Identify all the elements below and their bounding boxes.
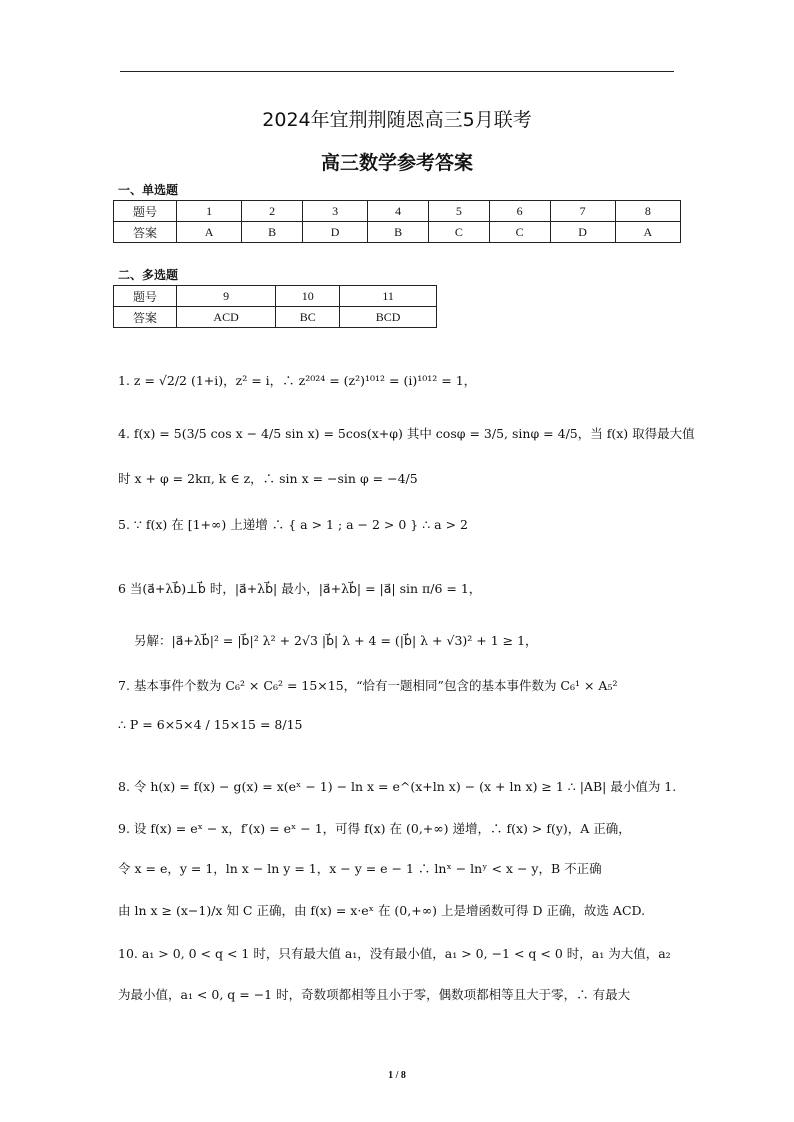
row-label: 答案 <box>114 307 177 328</box>
question-cell: 9 <box>177 286 276 307</box>
row-label: 题号 <box>114 201 177 222</box>
question-cell: 3 <box>302 201 367 222</box>
question-cell: 4 <box>368 201 429 222</box>
question-cell: 2 <box>242 201 303 222</box>
table-row <box>114 201 681 222</box>
solution-4-line-2: 时 x + φ = 2kπ, k ∈ z，∴ sin x = −sin φ = −4/5 <box>118 471 418 486</box>
question-cell: 7 <box>550 201 615 222</box>
solution-7-line-1: 7. 基本事件个数为 C₆² × C₆² = 15×15，“恰有一题相同”包含的基本事件数为 C₆¹ × A₅² <box>118 678 618 693</box>
solution-4-line-1: 4. f(x) = 5(3/5 cos x − 4/5 sin x) = 5cos(x+φ) 其中 cosφ = 3/5, sinφ = 4/5，当 f(x) 取得最大值 <box>118 426 695 441</box>
question-cell: 1 <box>177 201 242 222</box>
single-choice-heading: 一、单选题 <box>118 183 179 197</box>
page-number: 1 / 8 <box>388 1070 406 1081</box>
answer-cell: A <box>615 222 680 243</box>
solution-8: 8. 令 h(x) = f(x) − g(x) = x(eˣ − 1) − ln x = e^(x+ln x) − (x + ln x) ≥ 1 ∴ |AB| 最小值为 1. <box>118 779 677 794</box>
answer-cell: BC <box>276 307 340 328</box>
multi-choice-heading: 二、多选题 <box>118 268 179 282</box>
question-cell: 10 <box>276 286 340 307</box>
answer-cell: B <box>242 222 303 243</box>
answer-cell: A <box>177 222 242 243</box>
question-cell: 11 <box>340 286 437 307</box>
solution-9-line-3: 由 ln x ≥ (x−1)/x 知 C 正确，由 f(x) = x·eˣ 在 (0,+∞) 上是增函数可得 D 正确，故选 ACD. <box>118 903 646 918</box>
question-cell: 5 <box>428 201 489 222</box>
answer-cell: BCD <box>340 307 437 328</box>
table-row <box>114 307 437 328</box>
solution-9-line-1: 9. 设 f(x) = eˣ − x，f′(x) = eˣ − 1，可得 f(x) 在 (0,+∞) 递增，∴ f(x) > f(y)，A 正确， <box>118 821 631 836</box>
question-cell: 8 <box>615 201 680 222</box>
solution-5: 5. ∵ f(x) 在 [1+∞) 上递增 ∴ { a > 1 ; a − 2 > 0 } ∴ a > 2 <box>118 517 468 532</box>
solution-9-line-2: 令 x = e，y = 1，ln x − ln y = 1，x − y = e − 1 ∴ lnˣ − lnʸ < x − y，B 不正确 <box>118 861 602 876</box>
answer-cell: D <box>302 222 367 243</box>
exam-title: 2024年宜荆荆随恩高三5月联考 <box>262 109 532 131</box>
answer-cell: C <box>428 222 489 243</box>
solution-1: 1. z = √2/2 (1+i)，z² = i，∴ z²⁰²⁴ = (z²)¹⁰¹² = (i)¹⁰¹² = 1， <box>118 373 477 388</box>
question-cell: 6 <box>489 201 550 222</box>
solution-6-alternative: 另解：|a⃗+λb⃗|² = |b⃗|² λ² + 2√3 |b⃗| λ + 4 = (|b⃗| λ + √3)² + 1 ≥ 1， <box>134 633 538 648</box>
solution-10-line-2: 为最小值，a₁ < 0, q = −1 时，奇数项都相等且小于零，偶数项都相等且大于零，∴ 有最大 <box>118 987 631 1002</box>
top-rule <box>120 71 674 72</box>
answer-cell: B <box>368 222 429 243</box>
row-label: 答案 <box>114 222 177 243</box>
solution-7-line-2: ∴ P = 6×5×4 / 15×15 = 8/15 <box>118 717 303 732</box>
answer-cell: D <box>550 222 615 243</box>
solution-10-line-1: 10. a₁ > 0, 0 < q < 1 时，只有最大值 a₁，没有最小值，a₁ > 0, −1 < q < 0 时，a₁ 为大值，a₂ <box>118 946 671 961</box>
row-label: 题号 <box>114 286 177 307</box>
multi-choice-table <box>113 285 437 328</box>
single-choice-table <box>113 200 681 243</box>
table-row <box>114 286 437 307</box>
table-row <box>114 222 681 243</box>
answer-cell: ACD <box>177 307 276 328</box>
solution-6: 6 当(a⃗+λb⃗)⊥b⃗ 时，|a⃗+λb⃗| 最小，|a⃗+λb⃗| = |a⃗| sin π/6 = 1， <box>118 581 482 596</box>
answer-cell: C <box>489 222 550 243</box>
answer-key-title: 高三数学参考答案 <box>320 152 473 174</box>
